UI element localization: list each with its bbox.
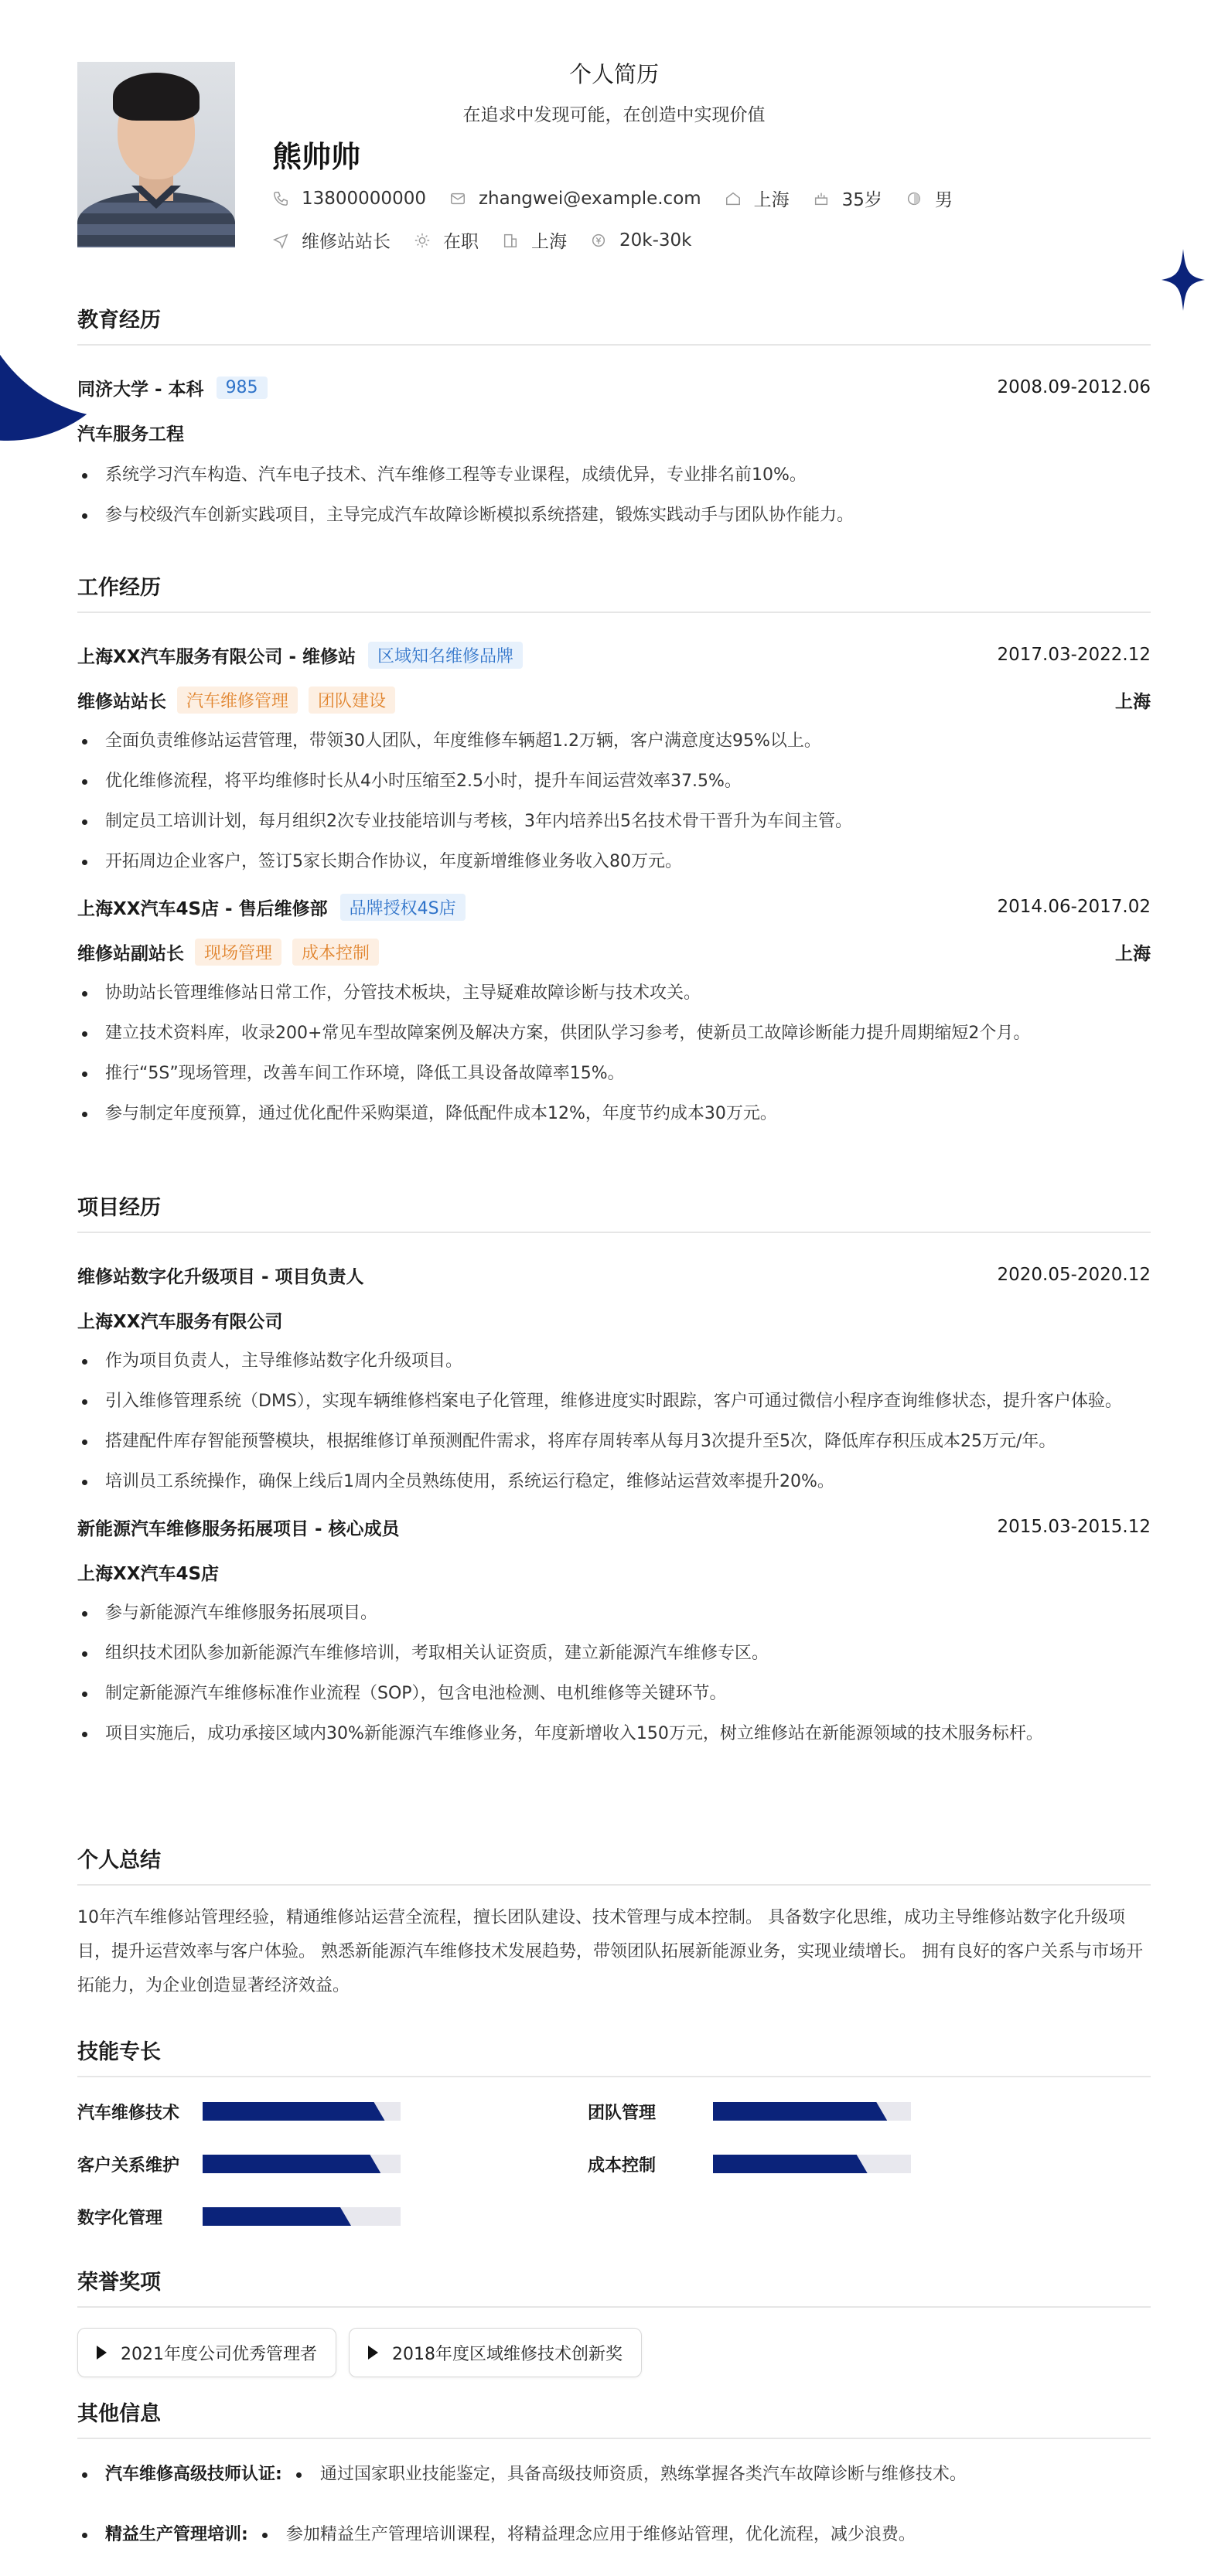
phone-info xyxy=(272,189,426,209)
skill-name: 成本控制 xyxy=(588,2155,657,2176)
role-tag: 成本控制 xyxy=(292,939,379,966)
skill-item xyxy=(77,2148,588,2179)
job-intent-row xyxy=(272,227,715,253)
play-icon xyxy=(97,2346,107,2360)
target-position-text: 维修站站长 xyxy=(302,232,391,252)
skill-bar-fill xyxy=(203,2155,380,2173)
other-title: 其他信息 xyxy=(77,2397,1151,2439)
project-bullets xyxy=(77,1346,1151,1498)
education-title: 教育经历 xyxy=(77,303,1151,346)
sun-icon xyxy=(414,232,431,249)
email-icon xyxy=(449,190,466,207)
other-value: 通过国家职业技能鉴定，具备高级技师资质，熟练掌握各类汽车故障诊断与维修技术。 xyxy=(319,2465,967,2484)
summary-section xyxy=(77,1843,1151,2003)
bullet-dot xyxy=(296,2472,302,2478)
skills-title: 技能专长 xyxy=(77,2035,1151,2077)
role-tag: 汽车维修管理 xyxy=(177,687,298,714)
list-item: 搭建配件库存智能预警模块，根据维修订单预测配件需求，将库存周转率从每月3次提升至5次，降低库存积压成本25万元/年。 xyxy=(77,1426,1151,1457)
skill-item xyxy=(77,2201,588,2232)
send-icon xyxy=(272,232,289,249)
project-bullets xyxy=(77,1598,1151,1750)
skill-name: 客户关系维护 xyxy=(77,2155,180,2176)
resume-header xyxy=(77,0,1151,278)
projects-title: 项目经历 xyxy=(77,1191,1151,1233)
tagline: 在追求中发现可能，在创造中实现价值 xyxy=(462,105,766,125)
other-section xyxy=(77,2397,1151,2576)
list-item xyxy=(77,2520,1151,2550)
company-badge: 品牌授权4S店 xyxy=(340,894,466,921)
list-item: 参与制定年度预算，通过优化配件采购渠道，降低配件成本12%，年度节约成本30万元。 xyxy=(77,1099,1151,1130)
skill-name: 数字化管理 xyxy=(77,2208,163,2228)
work-title: 工作经历 xyxy=(77,571,1151,613)
job-bullets xyxy=(77,726,1151,877)
contact-row xyxy=(272,186,976,211)
list-item: 培训员工系统操作，确保上线后1周内全员熟练使用，系统运行稳定，维修站运营效率提升20%。 xyxy=(77,1467,1151,1498)
city-text: 上海 xyxy=(753,190,790,210)
award-text: 2021年度公司优秀管理者 xyxy=(121,2344,317,2364)
bullet-dot xyxy=(262,2533,268,2538)
job-period: 2014.06-2017.02 xyxy=(997,897,1151,917)
list-item: 建立技术资料库，收录200+常见车型故障案例及解决方案，供团队学习参考，使新员工故障诊断能力提升周期缩短2个月。 xyxy=(77,1018,1151,1049)
list-item: 协助站长管理维修站日常工作，分管技术板块，主导疑难故障诊断与技术攻关。 xyxy=(77,978,1151,1009)
school-name: 同济大学 - 本科 xyxy=(77,379,204,400)
salary-info xyxy=(590,230,691,250)
play-icon xyxy=(368,2346,378,2360)
other-list xyxy=(77,2459,1151,2550)
age-info xyxy=(813,186,882,211)
award-text: 2018年度区域维修技术创新奖 xyxy=(392,2344,623,2364)
job-bullets xyxy=(77,978,1151,1130)
summary-text: 10年汽车维修站管理经验，精通维修站运营全流程，擅长团队建设、技术管理与成本控制。 具备数字化思维，成功主导维修站数字化升级项目，提升运营效率与客户体验。 熟悉新能源汽车维修技术发展趋势，带领团队拓展新能源业务，实现业绩增长。 拥有良好的客户关系与市场开拓能力，为企业创造显著经济效益。 xyxy=(77,1908,1143,1995)
profile-photo xyxy=(77,62,235,247)
sparkle-icon xyxy=(1161,249,1205,311)
skills-grid xyxy=(77,2096,1151,2232)
email-text: zhangwei@example.com xyxy=(478,188,701,209)
list-item: 系统学习汽车构造、汽车电子技术、汽车维修工程等专业课程，成绩优异，专业排名前10%。 xyxy=(77,460,1151,491)
other-key: 精益生产管理培训: xyxy=(105,2525,248,2544)
education-section xyxy=(77,303,1151,540)
resume-page xyxy=(77,0,1151,2544)
major-name: 汽车服务工程 xyxy=(77,424,184,445)
skill-item xyxy=(588,2096,1098,2127)
list-item: 引入维修管理系统（DMS），实现车辆维修档案电子化管理，维修进度实时跟踪，客户可通过微信小程序查询维修状态，提升客户体验。 xyxy=(77,1386,1151,1417)
email-info xyxy=(449,189,701,209)
project-org: 上海XX汽车服务有限公司 xyxy=(77,1311,283,1332)
gender-text: 男 xyxy=(934,190,953,210)
list-item: 制定新能源汽车维修标准作业流程（SOP），包含电池检测、电机维修等关键环节。 xyxy=(77,1678,1151,1709)
skill-bar-fill xyxy=(203,2207,351,2226)
company-badge: 区域知名维修品牌 xyxy=(368,642,523,669)
job-entry xyxy=(77,639,1151,877)
honors-section xyxy=(77,2265,1151,2377)
salary-text: 20k-30k xyxy=(619,230,692,250)
skill-bar-fill xyxy=(713,2102,887,2121)
skill-bar xyxy=(203,2155,401,2173)
list-item: 参与新能源汽车维修服务拓展项目。 xyxy=(77,1598,1151,1629)
projects-section xyxy=(77,1191,1151,1759)
gender-info xyxy=(906,186,953,211)
target-city-text: 上海 xyxy=(531,232,567,252)
award-chip xyxy=(77,2328,336,2377)
project-entry xyxy=(77,1511,1151,1750)
project-entry xyxy=(77,1259,1151,1498)
skill-bar xyxy=(203,2207,401,2226)
other-value: 参加精益生产管理培训课程，将精益理念应用于维修站管理，优化流程，减少浪费。 xyxy=(285,2525,916,2544)
document-title: 个人简历 xyxy=(568,61,659,87)
list-item: 全面负责维修站运营管理，带领30人团队，年度维修车辆超1.2万辆，客户满意度达95%以上。 xyxy=(77,726,1151,757)
phone-icon xyxy=(272,190,289,207)
age-text: 35岁 xyxy=(841,190,882,210)
list-item: 组织技术团队参加新能源汽车维修培训，考取相关认证资质，建立新能源汽车维修专区。 xyxy=(77,1638,1151,1669)
skill-item xyxy=(77,2096,588,2127)
list-item xyxy=(77,2459,1151,2490)
gender-icon xyxy=(906,190,923,207)
skill-name: 团队管理 xyxy=(588,2103,657,2123)
skill-name: 汽车维修技术 xyxy=(77,2103,180,2123)
project-org: 上海XX汽车4S店 xyxy=(77,1563,220,1584)
job-location: 上海 xyxy=(1115,943,1151,964)
building-icon xyxy=(502,232,519,249)
award-chip xyxy=(349,2328,642,2377)
job-entry xyxy=(77,891,1151,1130)
target-city-info xyxy=(502,227,567,253)
phone-text: 13800000000 xyxy=(302,188,426,209)
target-position-info xyxy=(272,227,391,253)
skill-bar xyxy=(713,2102,911,2121)
list-item: 开拓周边企业客户，签订5家长期合作协议，年度新增维修业务收入80万元。 xyxy=(77,847,1151,877)
job-role: 维修站站长 xyxy=(77,691,166,712)
awards-list xyxy=(77,2328,1151,2377)
status-text: 在职 xyxy=(443,232,479,252)
skill-item xyxy=(588,2148,1098,2179)
honors-title: 荣誉奖项 xyxy=(77,2265,1151,2308)
summary-title: 个人总结 xyxy=(77,1843,1151,1886)
education-entry-head xyxy=(77,372,1151,403)
role-tag: 团队建设 xyxy=(309,687,395,714)
list-item: 项目实施后，成功承接区域内30%新能源汽车维修业务，年度新增收入150万元，树立维修站在新能源领域的技术服务标杆。 xyxy=(77,1719,1151,1750)
job-role: 维修站副站长 xyxy=(77,943,184,964)
city-info xyxy=(725,186,790,211)
job-location: 上海 xyxy=(1115,691,1151,712)
skill-bar xyxy=(203,2102,401,2121)
list-item: 推行“5S”现场管理，改善车间工作环境，降低工具设备故障率15%。 xyxy=(77,1058,1151,1089)
education-bullets xyxy=(77,460,1151,531)
skills-section xyxy=(77,2035,1151,2232)
skill-bar xyxy=(713,2155,911,2173)
skill-bar-fill xyxy=(713,2155,868,2173)
status-info xyxy=(414,227,479,253)
work-section xyxy=(77,571,1151,1139)
list-item: 参与校级汽车创新实践项目，主导完成汽车故障诊断模拟系统搭建，锻炼实践动手与团队协作能力。 xyxy=(77,500,1151,531)
school-badge: 985 xyxy=(217,377,268,399)
home-icon xyxy=(725,190,742,207)
list-item: 作为项目负责人，主导维修站数字化升级项目。 xyxy=(77,1346,1151,1377)
skill-bar-fill xyxy=(203,2102,385,2121)
education-period: 2008.09-2012.06 xyxy=(997,377,1151,397)
list-item: 制定员工培训计划，每月组织2次专业技能培训与考核，3年内培养出5名技术骨干晋升为车间主管。 xyxy=(77,806,1151,837)
company-name: 上海XX汽车服务有限公司 - 维修站 xyxy=(77,646,356,667)
project-name: 维修站数字化升级项目 - 项目负责人 xyxy=(77,1266,364,1287)
project-period: 2020.05-2020.12 xyxy=(997,1265,1151,1285)
company-name: 上海XX汽车4S店 - 售后维修部 xyxy=(77,898,328,919)
cake-icon xyxy=(813,190,830,207)
role-tag: 现场管理 xyxy=(195,939,281,966)
candidate-name: 熊帅帅 xyxy=(272,140,361,174)
project-period: 2015.03-2015.12 xyxy=(997,1517,1151,1537)
job-period: 2017.03-2022.12 xyxy=(997,645,1151,665)
money-icon xyxy=(590,232,607,249)
project-name: 新能源汽车维修服务拓展项目 - 核心成员 xyxy=(77,1518,400,1539)
other-key: 汽车维修高级技师认证: xyxy=(105,2465,282,2484)
list-item: 优化维修流程，将平均维修时长从4小时压缩至2.5小时，提升车间运营效率37.5%。 xyxy=(77,766,1151,797)
